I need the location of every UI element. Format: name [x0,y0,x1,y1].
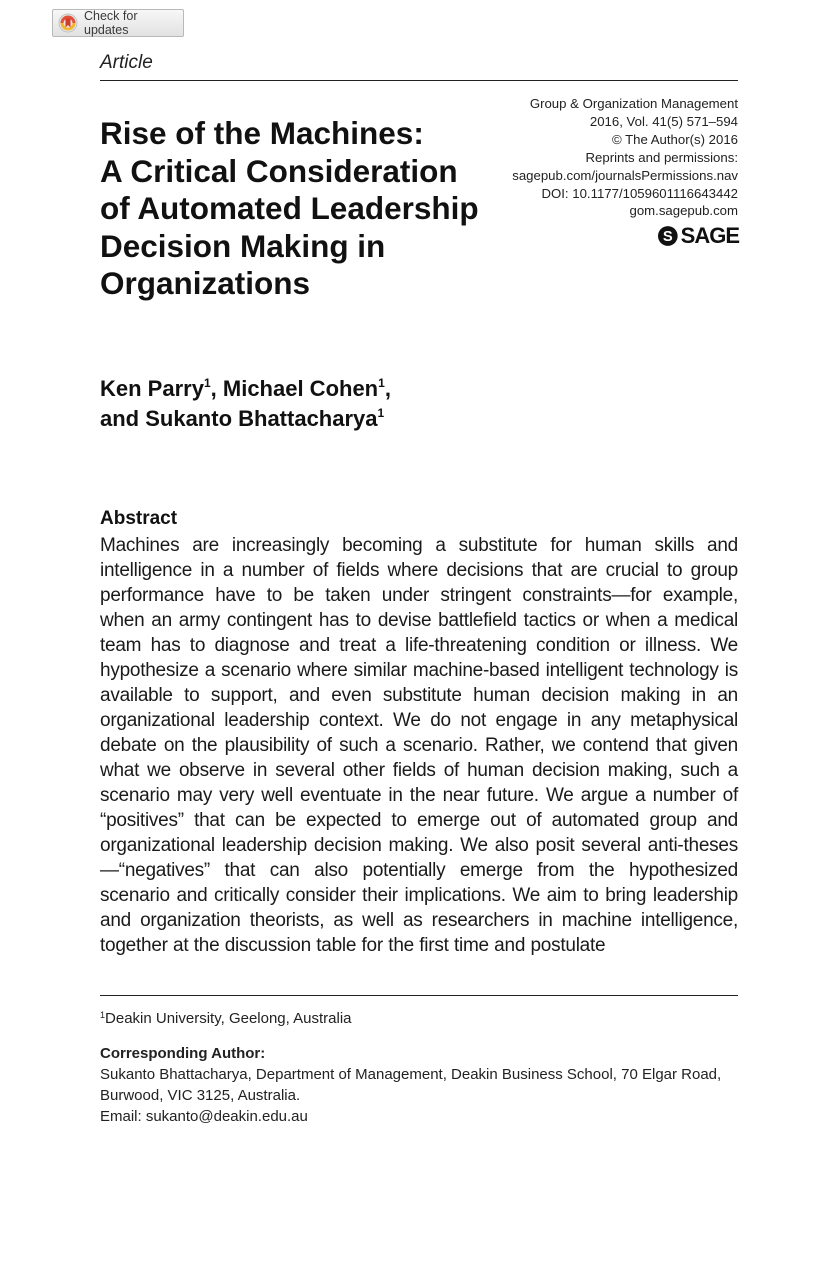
affiliation-marker: 1 [100,1010,106,1020]
publisher-logo [657,224,739,248]
copyright-line: © The Author(s) 2016 [611,131,738,147]
reprints-label: Reprints and permissions: [585,149,738,165]
permissions-link[interactable]: sagepub.com/journalsPermissions.nav [512,167,738,183]
corresponding-author-label: Corresponding Author: [100,1045,266,1062]
title-line: Decision Making in [100,227,386,264]
sage-s-icon [657,225,679,247]
journal-volume: 2016, Vol. 41(5) 571–594 [589,113,738,129]
abstract-paragraph: Machines are increasingly becoming a substitute for human skills and intelligence in a number of fields where decisions that are crucial to group performance have to be taken under stringent constraints—for example, when an army contingent has to devise battlefield tactics or when a medical team has to diagnose and treat a life-threatening condition or illness. We hypothesize a scenario where similar machine-based intelligent technology is available to support, and even substitute human decision making in an organizational leadership context. We do not engage in any metaphysical debate on the plausibility of such a scenario. Rather, we contend that given what we observe in several other fields of human decision making, such a scenario may very well eventuate in the near future. We argue a number of “positives” that can be expected to emerge out of automated group and organizational leadership decision making. We also posit several anti-theses—“negatives” that can also potentially emerge from the hypothesized scenario and critically consider their implications. We aim to bring leadership and organization theorists, as well as researchers in machine intelligence, together at the discussion table for the first time and postulate [100,535,738,956]
journal-name: Group & Organization Management [529,96,738,111]
crossmark-icon [58,13,78,33]
author-list [100,374,600,434]
affiliation-marker: 1 [377,406,385,420]
doi-link[interactable]: DOI: 10.1177/1059601116643442 [541,185,738,201]
author-separator: , [384,376,391,401]
article-type-label: Article [100,52,153,73]
publisher-name: SAGE [680,223,739,248]
corresponding-author-email[interactable]: Email: sukanto@deakin.edu.au [100,1108,308,1125]
journal-website-link[interactable]: gom.sagepub.com [629,203,738,219]
header-rule [100,80,738,81]
affiliation-marker: 1 [203,376,211,390]
author-name: Michael Cohen [222,376,379,401]
abstract-heading: Abstract [100,508,178,529]
check-for-updates-button[interactable] [52,9,184,37]
affiliation-text: Deakin University, Geelong, Australia [105,1010,352,1027]
footnote-rule [100,995,738,996]
check-for-updates-label: Check for updates [84,9,138,37]
affiliation-footnote [100,1010,352,1027]
svg-text:S: S [662,228,673,245]
corresponding-author-address: Sukanto Bhattacharya, Department of Management, Deakin Business School, 70 Elgar Road, [100,1066,722,1083]
title-line: Organizations [100,265,311,301]
author-name: and Sukanto Bhattacharya [100,406,378,431]
author-separator: , [210,376,223,401]
affiliation-marker: 1 [378,376,385,390]
title-line: Rise of the Machines: [100,115,424,151]
author-name: Ken Parry [100,376,204,401]
title-line: of Automated Leadership [100,190,479,226]
title-line: A Critical Consideration [100,152,458,189]
corresponding-author-address: Burwood, VIC 3125, Australia. [100,1087,301,1104]
corresponding-author [100,1043,740,1127]
abstract-text [100,533,738,958]
article-title [100,115,520,303]
